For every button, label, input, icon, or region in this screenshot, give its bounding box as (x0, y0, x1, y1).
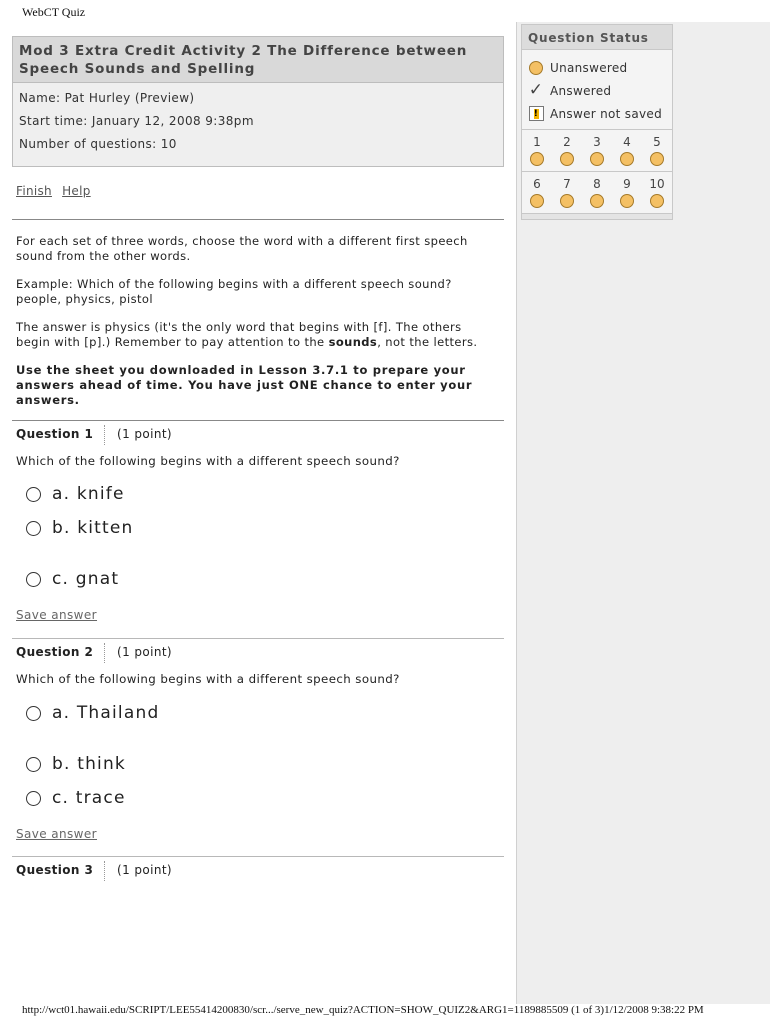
circle-icon (560, 194, 574, 208)
question-number: Question 3 (16, 863, 94, 877)
separator (104, 643, 105, 663)
circle-icon (650, 152, 664, 166)
question-grid-row-2 (522, 171, 672, 213)
choice-label: a. knife (52, 484, 125, 504)
divider (12, 219, 504, 220)
question-number: 4 (623, 135, 631, 149)
radio-button[interactable] (26, 521, 41, 536)
question-status-panel (521, 24, 673, 220)
circle-icon (650, 194, 664, 208)
name-label: Name: (19, 91, 61, 105)
question-points: (1 point) (117, 427, 173, 441)
name-value: Pat Hurley (Preview) (64, 91, 195, 105)
radio-button[interactable] (26, 572, 41, 587)
circle-icon (530, 152, 544, 166)
question-3-header (16, 859, 172, 881)
question-1-save-answer[interactable]: Save answer (16, 608, 98, 622)
question-status-sidebar (516, 22, 770, 1004)
question-status-2[interactable] (552, 134, 582, 166)
divider (12, 420, 504, 421)
question-status-5[interactable] (642, 134, 672, 166)
legend-label: Unanswered (550, 60, 628, 75)
legend-unanswered (528, 56, 672, 79)
status-legend (522, 50, 672, 129)
question-number: 5 (653, 135, 661, 149)
print-footer: http://wct01.hawaii.edu/SCRIPT/LEE55414200830/scr.../serve_new_quiz?ACTION=SHOW_QUIZ2&ARG1=1189885509 (1 of 3)1/12/2008 9:38:22 PM (22, 1004, 704, 1016)
quiz-links (16, 184, 97, 198)
start-time-label: Start time: (19, 114, 88, 128)
finish-link[interactable]: Finish (16, 184, 52, 198)
legend-label: Answered (550, 83, 612, 98)
question-count-row (19, 135, 497, 158)
choice-label: c. gnat (52, 569, 120, 589)
quiz-info-box (12, 36, 504, 167)
question-1-text: Which of the following begins with a different speech sound? (16, 454, 400, 468)
example-question: Example: Which of the following begins with a different speech sound? (16, 277, 452, 291)
separator (104, 425, 105, 445)
question-number: Question 1 (16, 427, 94, 441)
circle-icon (590, 152, 604, 166)
question-2-choice-b[interactable] (26, 753, 126, 775)
instructions-paragraph-3 (16, 320, 486, 350)
start-time-row (19, 112, 497, 135)
circle-icon (620, 152, 634, 166)
circle-icon (590, 194, 604, 208)
question-1-header (16, 423, 172, 445)
radio-button[interactable] (26, 487, 41, 502)
instructions-paragraph-2 (16, 277, 486, 307)
answer-explanation-end: , not the letters. (377, 335, 478, 349)
question-status-title: Question Status (522, 25, 672, 50)
start-time-value: January 12, 2008 9:38pm (91, 114, 254, 128)
help-link[interactable]: Help (62, 184, 91, 198)
checkmark-icon: ✓ (528, 80, 544, 100)
radio-button[interactable] (26, 791, 41, 806)
question-status-6[interactable] (522, 176, 552, 208)
choice-label: a. Thailand (52, 703, 160, 723)
circle-icon (530, 194, 544, 208)
legend-not-saved (528, 102, 672, 125)
question-2-save-answer[interactable]: Save answer (16, 827, 98, 841)
choice-label: b. kitten (52, 518, 134, 538)
example-words: people, physics, pistol (16, 292, 153, 306)
question-2-header (16, 641, 172, 663)
question-status-3[interactable] (582, 134, 612, 166)
circle-icon (620, 194, 634, 208)
circle-icon (560, 152, 574, 166)
question-status-9[interactable] (612, 176, 642, 208)
question-number: 3 (593, 135, 601, 149)
question-1-choice-b[interactable] (26, 517, 134, 539)
separator (104, 861, 105, 881)
question-2-choice-c[interactable] (26, 787, 126, 809)
question-2-text: Which of the following begins with a different speech sound? (16, 672, 400, 686)
sounds-emphasis: sounds (328, 335, 378, 349)
question-2-choice-a[interactable] (26, 702, 159, 724)
quiz-info-rows (13, 83, 503, 166)
question-1-choice-a[interactable] (26, 483, 125, 505)
question-status-7[interactable] (552, 176, 582, 208)
question-status-1[interactable] (522, 134, 552, 166)
divider (12, 638, 504, 639)
question-points: (1 point) (117, 863, 173, 877)
question-grid-row-1 (522, 129, 672, 171)
question-number: 1 (533, 135, 541, 149)
question-status-10[interactable] (642, 176, 672, 208)
quiz-main (12, 36, 504, 877)
legend-label: Answer not saved (550, 106, 662, 121)
radio-button[interactable] (26, 706, 41, 721)
warning-icon: ! (528, 106, 544, 122)
quiz-title: Mod 3 Extra Credit Activity 2 The Difference between Speech Sounds and Spelling (13, 37, 503, 83)
question-number: 8 (593, 177, 601, 191)
question-number: Question 2 (16, 645, 94, 659)
name-row (19, 89, 497, 112)
instructions-paragraph-1: For each set of three words, choose the word with a different first speech sound from the other words. (16, 234, 468, 263)
circle-icon (528, 60, 544, 76)
instructions-warning: Use the sheet you downloaded in Lesson 3.7.1 to prepare your answers ahead of time. You have just ONE chance to enter your answers. (16, 363, 473, 407)
choice-label: c. trace (52, 788, 126, 808)
status-panel-footer (522, 213, 672, 219)
question-number: 6 (533, 177, 541, 191)
divider (12, 856, 504, 857)
question-number: 7 (563, 177, 571, 191)
print-header: WebCT Quiz (22, 5, 86, 19)
question-status-8[interactable] (582, 176, 612, 208)
question-status-4[interactable] (612, 134, 642, 166)
answer-explanation: The answer is physics (it's the only word that begins with [f]. The others begin with [p].) Remember to pay attention to the (16, 320, 462, 349)
question-count-value: 10 (160, 137, 177, 151)
instructions (16, 234, 486, 421)
choice-label: b. think (52, 754, 126, 774)
question-1-choice-c[interactable] (26, 568, 119, 590)
radio-button[interactable] (26, 757, 41, 772)
legend-answered (528, 79, 672, 102)
question-number: 10 (649, 177, 665, 191)
question-points: (1 point) (117, 645, 173, 659)
question-count-label: Number of questions: (19, 137, 157, 151)
question-number: 9 (623, 177, 631, 191)
question-number: 2 (563, 135, 571, 149)
